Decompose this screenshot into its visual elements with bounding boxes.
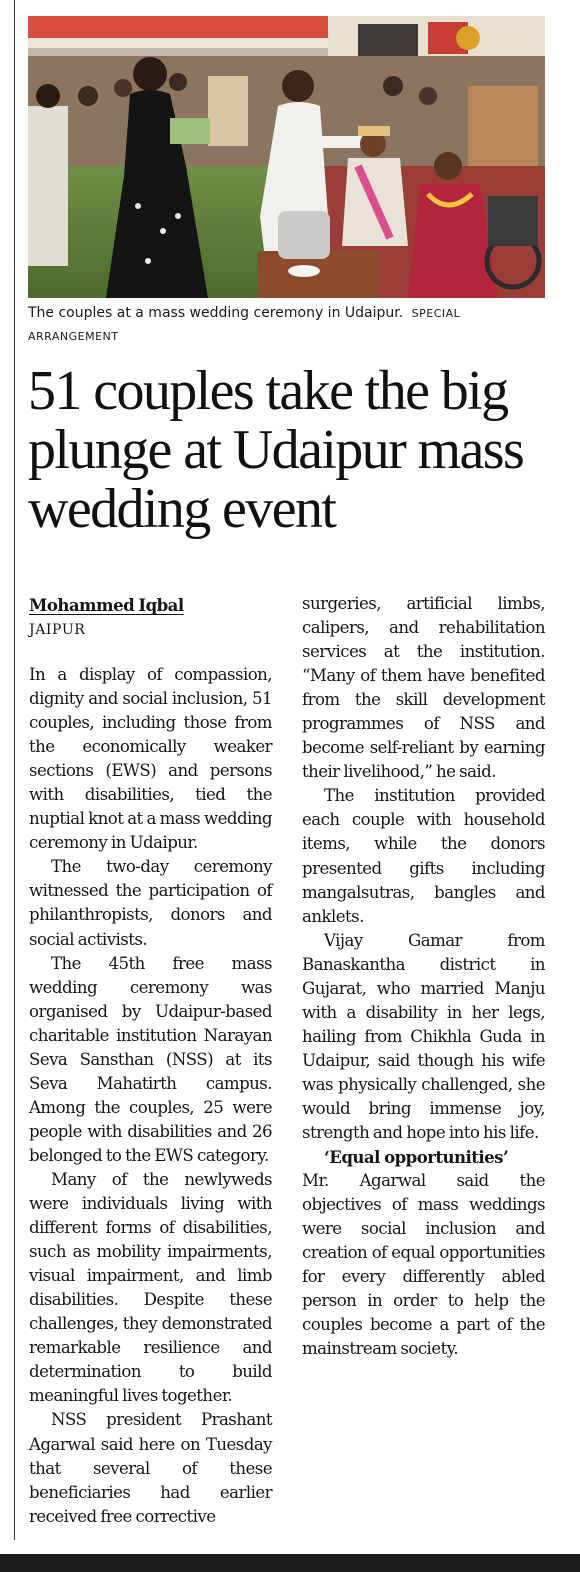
headline: 51 couples take the big plunge at Udaipur mass wedding event: [28, 360, 524, 540]
paragraph-4: Many of the newlyweds were individuals living with different forms of disabilities, such as mobility impairments, visual impairment, and limb disabilities. Despite these challenges, they demonstrated remarkable resilience and determination to build meaningful lives together.: [29, 1169, 272, 1406]
bottom-border-bar: [0, 1554, 580, 1572]
paragraph-2: The two-day ceremony witnessed the participation of philanthropists, donors and social activists.: [29, 857, 272, 949]
wedding-photo-illustration: [28, 16, 545, 298]
byline-author[interactable]: Mohammed Iqbal: [29, 595, 184, 615]
photo-credit: SPECIAL ARRANGEMENT: [28, 307, 461, 343]
photo-caption: [28, 302, 545, 348]
article-column-left: [29, 592, 272, 1529]
paragraph-1: In a display of compassion, dignity and social inclusion, 51 couples, including those from the economically weaker sections (EWS) and persons with disabilities, tied the nuptial knot at a mass wedding ceremony in Udaipur.: [29, 665, 272, 853]
article-photo: [28, 16, 545, 298]
paragraph-6: The institution provided each couple with household items, while the donors presented gifts including mangalsutras, bangles and anklets.: [302, 786, 545, 926]
subheading: ‘Equal opportunities’: [324, 1147, 509, 1168]
paragraph-5: NSS president Prashant Agarwal said here on Tuesday that several of these beneficiaries had earlier received free corrective: [29, 1410, 272, 1526]
dateline: JAIPUR: [29, 622, 86, 638]
paragraph-8: Mr. Agarwal said the objectives of mass weddings were social inclusion and creation of equal opportunities for every differently abled person in order to help the couples become a part of the mainstream society.: [302, 1171, 545, 1359]
paragraph-7: Vijay Gamar from Banaskantha district in Gujarat, who married Manju with a disability in her legs, hailing from Chikhla Guda in Udaipur, said though his wife was physically challenged, she would bring immense joy, strength and hope into his life.: [302, 930, 545, 1143]
left-column-rule: [14, 0, 15, 1540]
caption-text: The couples at a mass wedding ceremony in Udaipur.: [28, 305, 404, 321]
paragraph-5-continued: surgeries, artificial limbs, calipers, and rehabilitation services at the institution. “Many of them have benefited from the skill development programmes of NSS and become self-reliant by earning their livelihood,” he said.: [302, 594, 545, 782]
paragraph-3: The 45th free mass wedding ceremony was organised by Udaipur-based charitable institution Narayan Seva Sansthan (NSS) at its Seva Mahatirth campus. Among the couples, 25 were people with disabilities and 26 belonged to the EWS category.: [29, 953, 272, 1165]
article-column-right: [302, 592, 545, 1361]
